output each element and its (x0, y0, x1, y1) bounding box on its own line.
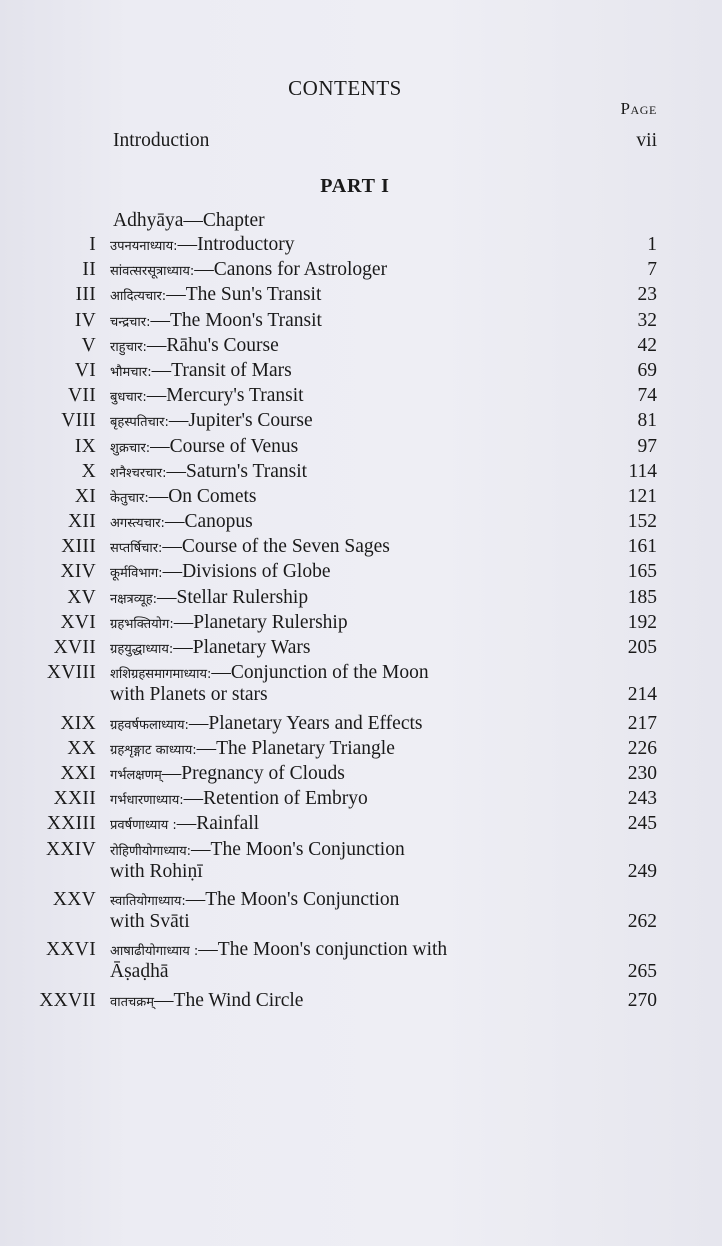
chapter-title-block (110, 335, 610, 357)
chapter-number: XVIII (46, 662, 96, 684)
toc-entry (0, 486, 722, 511)
page-number: 161 (627, 536, 657, 558)
page-number: 217 (627, 712, 657, 734)
chapter-number: XII (68, 511, 96, 533)
english-title: —On Comets (148, 485, 257, 507)
english-title: —Conjunction of the Moon (211, 662, 429, 684)
sanskrit-title: गर्भलक्षणम् (110, 767, 162, 783)
english-title: —Stellar Rulership (156, 586, 309, 608)
sanskrit-title: उपनयनाध्याय: (110, 239, 178, 254)
toc-entry (0, 461, 722, 486)
english-title: —The Moon's conjunction with (198, 939, 448, 961)
page-column-label: Page (620, 99, 657, 118)
chapter-title-block (110, 561, 610, 583)
page-number: 245 (627, 813, 657, 835)
english-title: —Canons for Astrologer (194, 259, 388, 281)
english-title: —Retention of Embryo (183, 788, 368, 810)
chapter-number: XVII (53, 637, 96, 658)
chapter-number: V (81, 334, 96, 356)
page-number: 226 (627, 737, 657, 759)
sanskrit-title: नक्षत्रव्यूह: (110, 591, 157, 607)
sanskrit-title: प्रवर्षणाध्याय : (110, 818, 177, 834)
english-title: —The Wind Circle (154, 989, 304, 1011)
chapter-number: XXVI (46, 939, 96, 961)
chapter-title-block (110, 511, 610, 533)
chapter-title-block (110, 234, 610, 256)
chapter-number: VI (74, 359, 96, 381)
part-title: PART I (320, 175, 390, 197)
chapter-title-block (110, 738, 610, 760)
introduction-page: vii (636, 130, 657, 151)
english-title: —The Moon's Conjunction (185, 888, 400, 910)
sanskrit-title: कूर्मविभाग: (110, 566, 163, 582)
page-number: 7 (647, 259, 657, 281)
sanskrit-title: अगस्त्यचार: (110, 516, 165, 532)
chapter-number: XIX (60, 712, 96, 734)
english-title: —The Planetary Triangle (196, 737, 395, 759)
chapter-title-block (110, 436, 610, 458)
sanskrit-title: शुक्रचार: (110, 440, 151, 456)
chapter-number: IX (74, 435, 96, 457)
chapter-title-block (110, 587, 610, 609)
chapter-title-block (110, 939, 610, 983)
english-title: —Rainfall (176, 813, 260, 835)
page-number: 165 (627, 561, 657, 583)
chapter-number: XXI (60, 762, 96, 784)
chapter-title-block (110, 536, 610, 558)
sanskrit-title: वातचक्रम् (110, 994, 155, 1010)
page-number: 81 (637, 410, 657, 432)
chapter-number: VIII (61, 410, 96, 432)
english-title: —Mercury's Transit (146, 385, 304, 407)
sanskrit-title: केतुचार: (110, 490, 149, 506)
page-number: 265 (627, 961, 657, 983)
introduction-entry (113, 130, 657, 154)
sanskrit-title: ग्रहवर्षफलाध्याय: (110, 717, 189, 733)
page-number: 32 (637, 309, 657, 331)
chapter-title-block (110, 385, 610, 407)
sanskrit-title: बृहस्पतिचार: (110, 415, 169, 431)
page-number: 42 (637, 334, 657, 356)
chapter-number: X (81, 460, 96, 482)
chapter-title-block (110, 637, 610, 659)
sanskrit-title: राहुचार: (110, 339, 147, 355)
sanskrit-title: शनैश्चरचार: (110, 465, 167, 481)
page-number: 185 (627, 586, 657, 608)
english-title-continued: Āṣaḍhā (110, 961, 169, 983)
page-number: 243 (627, 788, 657, 810)
chapter-subhead: Adhyāya—Chapter (113, 210, 265, 231)
chapter-number: II (82, 259, 96, 281)
english-title-continued: with Svāti (110, 910, 190, 932)
chapter-title-block (110, 360, 610, 382)
toc-entry (0, 259, 722, 284)
sanskrit-title: ग्रहयुद्धाध्याय: (110, 642, 174, 657)
sanskrit-title: आषाढीयोगाध्याय : (110, 944, 199, 960)
chapter-number: I (89, 234, 96, 255)
page-number: 97 (637, 435, 657, 457)
sanskrit-title: आदित्यचार: (110, 289, 167, 305)
chapter-number: VII (68, 385, 96, 407)
toc-entry (0, 536, 722, 561)
english-title: —Course of the Seven Sages (162, 536, 390, 558)
chapter-number: XXV (52, 888, 96, 910)
english-title: —Pregnancy of Clouds (161, 762, 345, 784)
toc-entry (0, 436, 722, 461)
toc-entry (0, 637, 722, 662)
toc-entry (0, 511, 722, 536)
chapter-number: XI (74, 485, 96, 507)
chapter-title-block (110, 284, 610, 306)
chapter-title-block (110, 612, 610, 634)
english-title: —Introductory (177, 234, 295, 255)
chapter-number: XXIV (46, 838, 96, 860)
sanskrit-title: सांवत्सरसूत्राध्याय: (110, 264, 195, 280)
chapter-number: XX (67, 737, 96, 759)
toc-entry (0, 310, 722, 335)
english-title: —Rāhu's Course (146, 334, 279, 356)
chapter-number: XIV (60, 561, 96, 583)
sanskrit-title: भौमचार: (110, 364, 152, 380)
chapter-number: XXII (53, 788, 96, 810)
toc-entry (0, 738, 722, 763)
english-title: —Course of Venus (150, 435, 299, 457)
chapter-title-block (110, 839, 610, 883)
english-title: —The Moon's Conjunction (191, 838, 405, 860)
chapter-title-block (110, 813, 610, 835)
chapter-title-block (110, 788, 610, 810)
toc-entry (0, 587, 722, 612)
toc-entry (0, 234, 722, 259)
sanskrit-title: ग्रहशृङ्गाट काध्याय: (110, 742, 197, 758)
page-number: 121 (627, 485, 657, 507)
chapter-title-block (110, 889, 610, 933)
chapter-title-block (110, 662, 610, 706)
toc-entry (0, 990, 722, 1015)
chapter-title-block (110, 713, 610, 735)
toc-entry (0, 662, 722, 712)
sanskrit-title: ग्रहभक्तियोग: (110, 616, 174, 632)
page-number: 270 (627, 989, 657, 1011)
sanskrit-title: चन्द्रचार: (110, 314, 151, 330)
chapter-number: XIII (61, 536, 96, 558)
chapter-title-block (110, 763, 610, 785)
toc-entry (0, 385, 722, 410)
chapter-number: XXIII (46, 813, 96, 835)
chapter-number: XV (67, 586, 96, 608)
page-number: 205 (627, 637, 657, 658)
chapter-number: IV (74, 309, 96, 331)
chapter-number: XXVII (39, 989, 96, 1011)
page-number: 249 (627, 860, 657, 882)
english-title: —Planetary Rulership (173, 611, 348, 633)
chapter-title-block (110, 486, 610, 508)
contents-heading: CONTENTS (288, 76, 402, 100)
toc-entry (0, 788, 722, 813)
introduction-title: Introduction (113, 130, 210, 151)
english-title-continued: with Planets or stars (110, 684, 268, 706)
toc-entry (0, 813, 722, 838)
page-number: 230 (627, 762, 657, 784)
toc-entry (0, 763, 722, 788)
english-title: —Saturn's Transit (166, 460, 308, 482)
english-title: —The Sun's Transit (166, 284, 322, 306)
sanskrit-title: शशिग्रहसमागमाध्याय: (110, 667, 212, 683)
sanskrit-title: स्वातियोगाध्याय: (110, 893, 186, 909)
page-number: 214 (627, 684, 657, 706)
chapter-title-block (110, 410, 610, 432)
english-title: —Planetary Wars (173, 637, 311, 658)
english-title: —Divisions of Globe (162, 561, 331, 583)
chapter-number: III (75, 284, 96, 306)
chapter-title-block (110, 259, 610, 281)
toc-entry (0, 713, 722, 738)
page-number: 74 (637, 385, 657, 407)
chapter-number: XVI (60, 611, 96, 633)
chapter-title-block (110, 310, 610, 332)
toc-list (0, 234, 722, 1015)
chapter-title-block (110, 990, 610, 1012)
page-number: 23 (637, 284, 657, 306)
sanskrit-title: गर्भधारणाध्याय: (110, 793, 184, 809)
page-number: 114 (628, 460, 657, 482)
page-number: 262 (627, 910, 657, 932)
toc-entry (0, 939, 722, 989)
toc-entry (0, 889, 722, 939)
page-number: 152 (627, 511, 657, 533)
english-title: —The Moon's Transit (150, 309, 322, 331)
page-number: 69 (637, 359, 657, 381)
sanskrit-title: सप्तर्षिचार: (110, 541, 163, 557)
english-title: —Canopus (164, 511, 253, 533)
page-number: 1 (647, 234, 657, 255)
toc-entry (0, 284, 722, 309)
toc-entry (0, 360, 722, 385)
sanskrit-title: रोहिणीयोगाध्याय: (110, 843, 192, 859)
english-title: —Jupiter's Course (168, 410, 313, 432)
sanskrit-title: बुधचार: (110, 390, 147, 406)
english-title: —Transit of Mars (151, 359, 292, 381)
toc-entry (0, 561, 722, 586)
english-title: —Planetary Years and Effects (188, 712, 423, 734)
toc-entry (0, 335, 722, 360)
toc-entry (0, 410, 722, 435)
toc-entry (0, 839, 722, 889)
toc-entry (0, 612, 722, 637)
chapter-title-block (110, 461, 610, 483)
english-title-continued: with Rohiṇī (110, 860, 203, 882)
page-number: 192 (627, 611, 657, 633)
